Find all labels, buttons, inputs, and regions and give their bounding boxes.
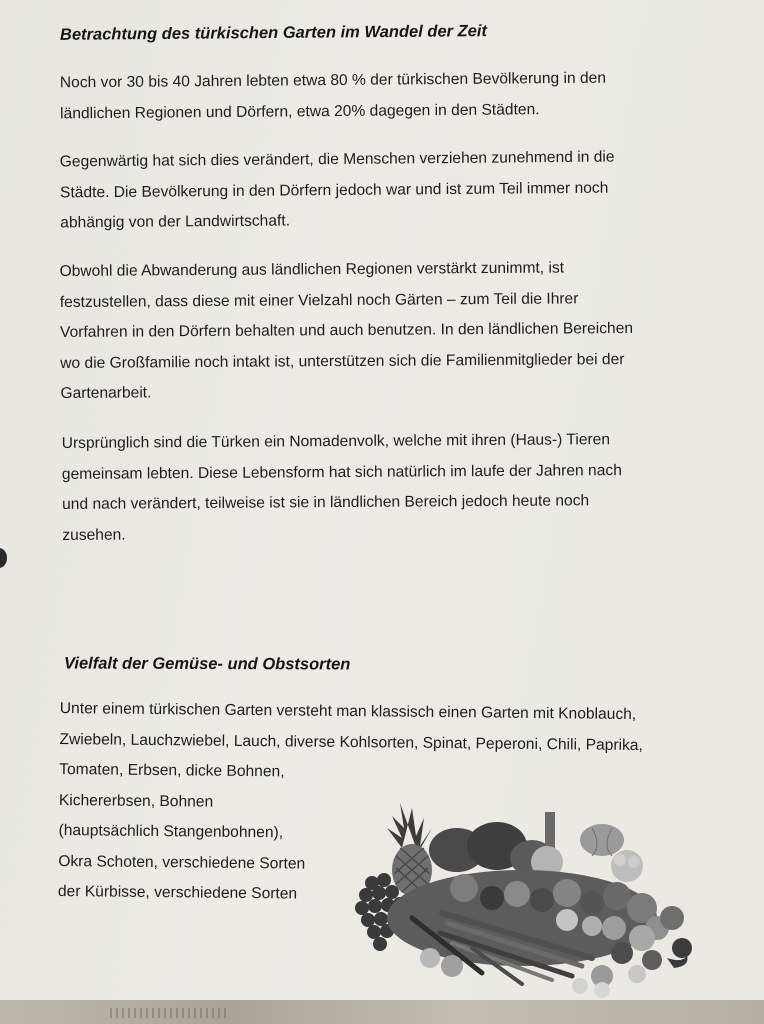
text-line: Städte. Die Bevölkerung in den Dörfern jedoch war und ist zum Teil immer noch [59, 179, 609, 201]
text-line: abhängig von der Landwirtschaft. [60, 212, 291, 232]
section-heading-vegetable-varieties: Vielfalt der Gemüse- und Obstsorten [63, 654, 351, 674]
pineapple-illustration [387, 803, 432, 896]
text-line: Ursprünglich sind die Türken ein Nomadenvolk, welche mit ihren (Haus-) Tieren [61, 431, 611, 452]
text-line: (hauptsächlich Stangenbohnen), [58, 821, 284, 842]
text-line: Vorfahren in den Dörfern behalten und auch benutzen. In den ländlichen Bereichen [59, 319, 634, 342]
text-line: ländlichen Regionen und Dörfern, etwa 20% dagegen in den Städten. [60, 100, 540, 122]
cauliflower-illustration [611, 850, 643, 882]
text-line: festzustellen, dass diese mit einer Vielzahl noch Gärten – zum Teil die Ihrer [59, 289, 579, 311]
text-line: zusehen. [62, 526, 126, 544]
paragraph-migration [59, 253, 633, 409]
text-line: Noch vor 30 bis 40 Jahren lebten etwa 80 % der türkischen Bevölkerung in den [59, 69, 607, 92]
text-line: Obwohl die Abwanderung aus ländlichen Regionen verstärkt zunimmt, ist [59, 259, 565, 281]
text-line: der Kürbisse, verschiedene Sorten [57, 882, 298, 903]
paragraph-urbanization [60, 143, 616, 239]
section-heading-garden-history: Betrachtung des türkischen Garten im Wandel der Zeit [59, 22, 488, 44]
text-line: Unter einem türkischen Garten versteht man klassisch einen Garten mit Knoblauch, [59, 699, 637, 724]
text-line: gemeinsam lebten. Diese Lebensform hat sich natürlich im laufe der Jahren nach [61, 461, 622, 483]
vegetables-and-fruits-illustration [352, 798, 702, 1000]
text-line: wo die Großfamilie noch intakt ist, unterstützen sich die Familienmitglieder bei der [60, 350, 625, 372]
text-line: Zwiebeln, Lauchzwiebel, Lauch, diverse Kohlsorten, Spinat, Peperoni, Chili, Paprika, [59, 730, 643, 754]
paragraph-population [60, 64, 607, 130]
paragraph-nomads [62, 425, 623, 551]
text-line: Okra Schoten, verschiedene Sorten [58, 852, 306, 873]
text-line: Tomaten, Erbsen, dicke Bohnen, [59, 760, 285, 781]
pumpkin-illustration [580, 824, 624, 856]
surface-below-page [0, 1000, 764, 1024]
text-line: Gartenarbeit. [60, 384, 152, 402]
text-line: Kichererbsen, Bohnen [58, 791, 214, 811]
text-line: Gegenwärtig hat sich dies verändert, die Menschen verziehen zunehmend in die [59, 148, 615, 171]
text-line: und nach verändert, teilweise ist sie in ländlichen Bereich jedoch heute noch [62, 492, 590, 513]
